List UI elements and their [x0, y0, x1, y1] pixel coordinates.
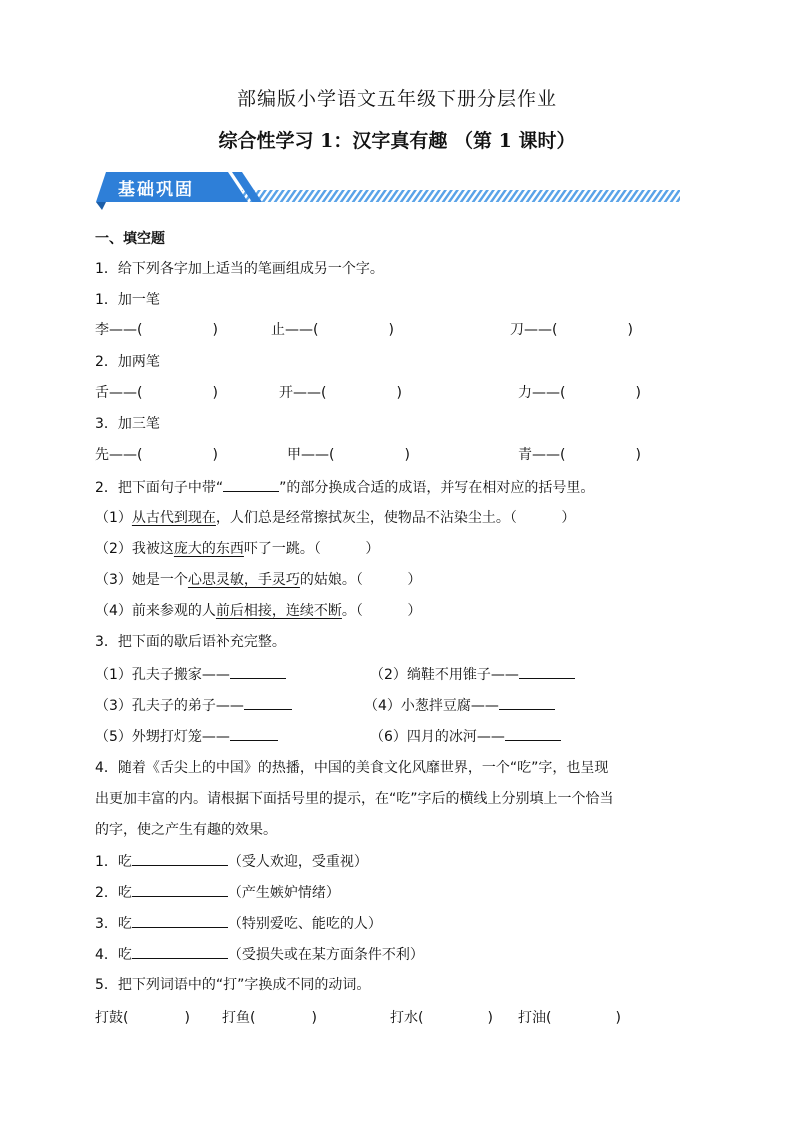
q5-item: 打鼓( ) — [95, 1010, 190, 1026]
q1-part2-label: 2．加两笔 — [95, 354, 160, 370]
q1-item: 先——( ) — [95, 447, 218, 463]
q2-sentence: （2）我被这庞大的东西吓了一跳。（ ） — [95, 541, 380, 557]
q1-item: 开——( ) — [279, 385, 402, 401]
q1-item: 舌——( ) — [95, 385, 218, 401]
q1-item: 青——( ) — [518, 447, 641, 463]
q1-item: 李——( ) — [95, 322, 218, 338]
document-title: 部编版小学语文五年级下册分层作业 — [236, 88, 557, 110]
q5-item: 打鱼( ) — [222, 1010, 317, 1026]
q4-item: 3．吃 （特别爱吃、能吃的人） — [95, 913, 382, 934]
question-3-stem: 3．把下面的歇后语补充完整。 — [95, 634, 286, 650]
q1-item: 甲——( ) — [287, 447, 410, 463]
q1-item: 止——( ) — [271, 322, 394, 338]
q5-item: 打油( ) — [518, 1010, 621, 1026]
lesson-title: 综合性学习 1：汉字真有趣 （第 1 课时） — [218, 130, 576, 152]
question-4-line: 4．随着《舌尖上的中国》的热播，中国的美食文化风靡世界，一个“吃”字，也呈现 — [95, 760, 609, 776]
q2-sentence: （4）前来参观的人前后相接，连续不断。（ ） — [95, 603, 422, 619]
q3-item: （6）四月的冰河—— — [370, 726, 561, 747]
q3-item: （4）小葱拌豆腐—— — [364, 695, 555, 716]
q1-part3-label: 3．加三笔 — [95, 416, 160, 432]
q2-sentence: （1）从古代到现在，人们总是经常擦拭灰尘，使物品不沾染尘土。（ ） — [95, 510, 576, 526]
q4-item: 4．吃 （受损失或在某方面条件不利） — [95, 944, 424, 965]
q3-item: （1）孔夫子搬家—— — [95, 664, 286, 685]
q3-item: （5）外甥打灯笼—— — [95, 726, 278, 747]
question-2-stem: 2．把下面句子中带“ ”的部分换成合适的成语，并写在相对应的括号里。 — [95, 477, 594, 498]
q1-item: 力——( ) — [518, 385, 641, 401]
q1-part1-label: 1．加一笔 — [95, 292, 160, 308]
q3-item: （3）孔夫子的弟子—— — [95, 695, 292, 716]
question-4-line: 的字，使之产生有趣的效果。 — [95, 822, 277, 838]
question-1-stem: 1．给下列各字加上适当的笔画组成另一个字。 — [95, 261, 384, 277]
banner-label: 基础巩固 — [118, 180, 194, 200]
question-4-line: 出更加丰富的内。请根据下面括号里的提示，在“吃”字后的横线上分别填上一个恰当 — [95, 791, 614, 807]
q3-item: （2）绱鞋不用锥子—— — [370, 664, 575, 685]
q1-item: 刀——( ) — [510, 322, 633, 338]
q2-sentence: （3）她是一个心思灵敏，手灵巧的姑娘。（ ） — [95, 572, 422, 588]
question-5-stem: 5．把下列词语中的“打”字换成不同的动词。 — [95, 977, 371, 993]
section-heading: 一、填空题 — [95, 231, 165, 247]
q4-item: 1．吃 （受人欢迎，受重视） — [95, 851, 368, 872]
q5-item: 打水( ) — [390, 1010, 493, 1026]
q4-item: 2．吃 （产生嫉妒情绪） — [95, 882, 340, 903]
